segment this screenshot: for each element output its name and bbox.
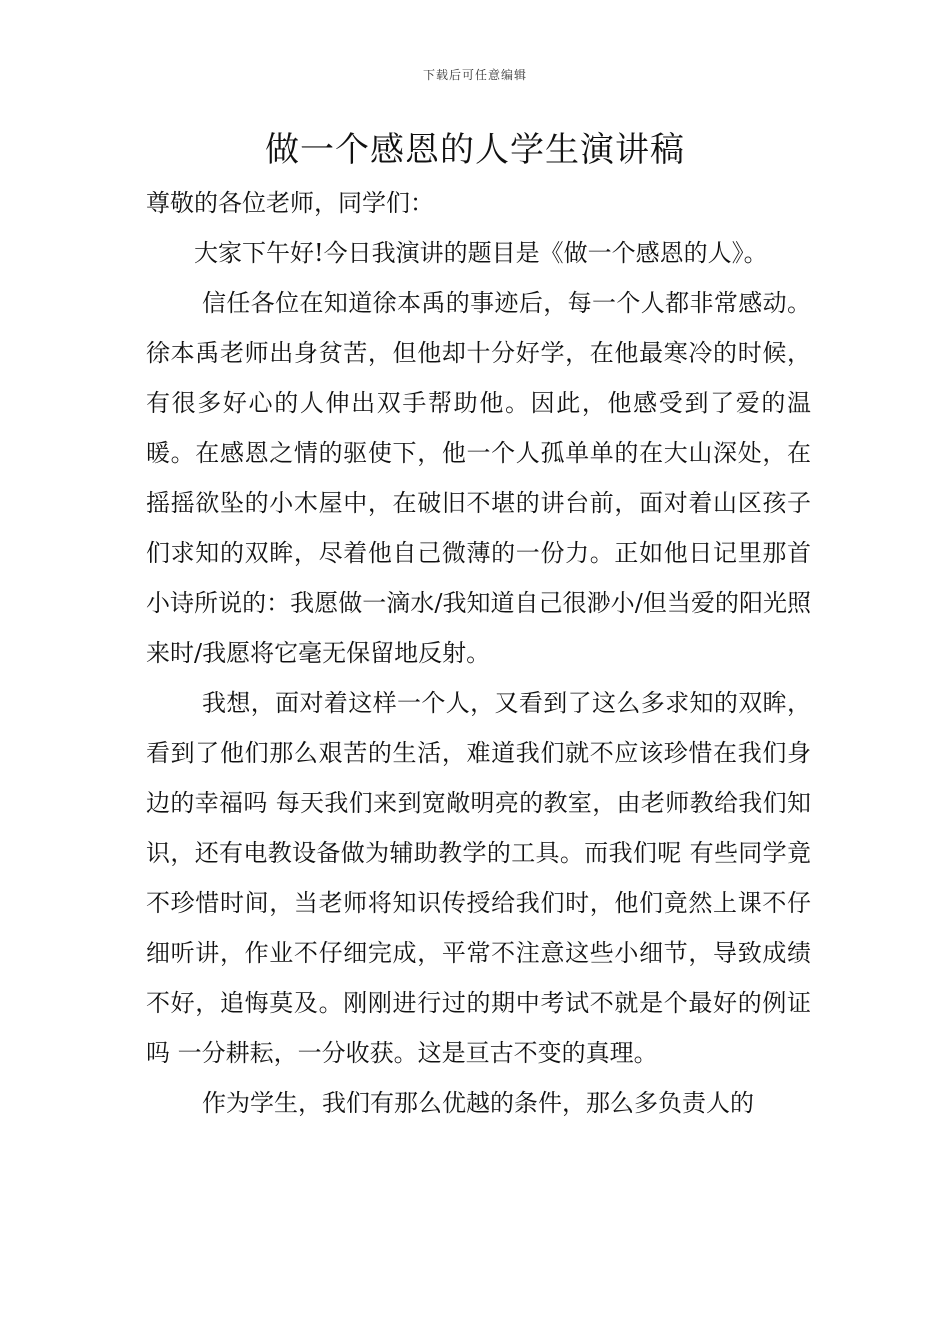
page-title: 做一个感恩的人学生演讲稿: [265, 130, 685, 170]
paragraph-reflection: 我想，面对着这样一个人，又看到了这么多求知的双眸，看到了他们那么艰苦的生活，难道我们就不应该珍惜在我们身边的幸福吗 每天我们来到宽敞明亮的教室，由老师教给我们知识，还有电教设备做为辅助教学的工具。而我们呢 有些同学竟不珍惜时间，当老师将知识传授给我们时，他们竟然上课不仔细听讲，作业不仔细完成，平常不注意这些小细节，导致成绩不好，追悔莫及。刚刚进行过的期中考试不就是个最好的例证吗 一分耕耘，一分收获。这是亘古不变的真理。: [146, 689, 811, 1067]
paragraph-greeting: 大家下午好!今日我演讲的题目是《做一个感恩的人》。: [194, 239, 768, 267]
paragraph-xu-benyu: 信任各位在知道徐本禹的事迹后，每一个人都非常感动。徐本禹老师出身贫苦，但他却十分好学，在他最寒冷的时候，有很多好心的人伸出双手帮助他。因此，他感受到了爱的温暖。在感恩之情的驱使下，他一个人孤单单的在大山深处，在摇摇欲坠的小木屋中，在破旧不堪的讲台前，面对着山区孩子们求知的双眸，尽着他自己微薄的一份力。正如他日记里那首小诗所说的：我愿做一滴水/我知道自己很渺小/但当爱的阳光照来时/我愿将它毫无保留地反射。: [146, 289, 811, 667]
document-body: [146, 178, 811, 1128]
salutation: 尊敬的各位老师，同学们：: [146, 189, 434, 217]
paragraph-student-conditions: 作为学生，我们有那么优越的条件，那么多负责人的: [202, 1089, 754, 1117]
header-note: 下载后可任意编辑: [422, 68, 527, 82]
